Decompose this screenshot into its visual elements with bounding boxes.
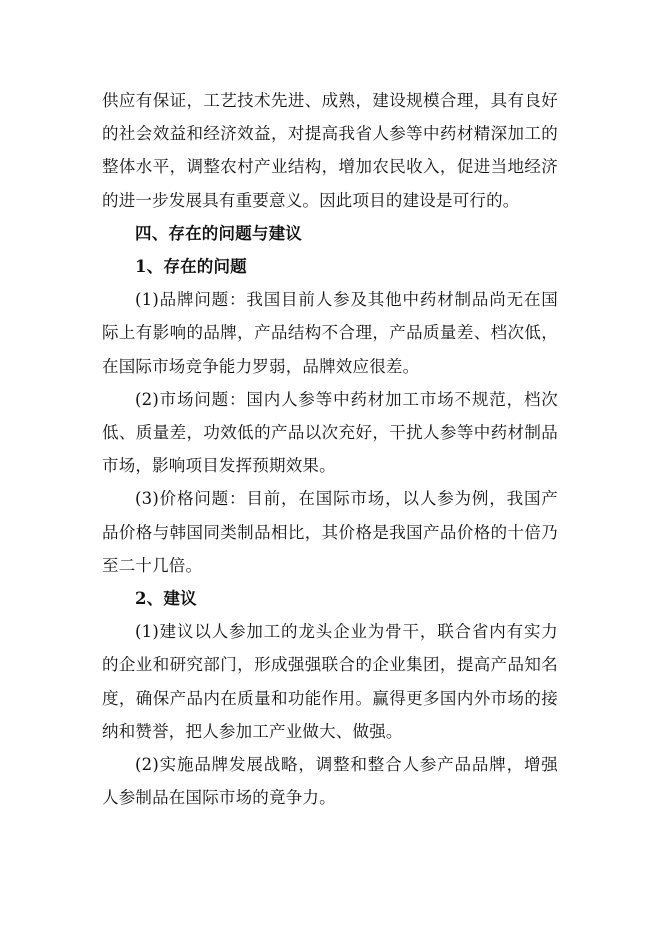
subsection-heading-suggestions: 2、建议 bbox=[135, 589, 197, 609]
document-body bbox=[102, 84, 558, 814]
paragraph-conclusion: 供应有保证，工艺技术先进、成熟，建设规模合理，具有良好的社会效益和经济效益，对提高我省人参等中药材精深加工的整体水平，调整农村产业结构，增加农民收入，促进当地经济的进一步发展具有重要意义。因此项目的建设是可行的。 bbox=[102, 91, 558, 210]
paragraph-suggestion-1: (1)建议以人参加工的龙头企业为骨干，联合省内有实力的企业和研究部门，形成强强联合的企业集团，提高产品知名度，确保产品内在质量和功能作用。赢得更多国内外市场的接纳和赞誉，把人参加工产业做大、做强。 bbox=[102, 622, 558, 741]
paragraph-suggestion-2: (2)实施品牌发展战略，调整和整合人参产品品牌，增强人参制品在国际市场的竟争力。 bbox=[102, 755, 558, 808]
section-heading-issues-and-suggestions: 四、存在的问题与建议 bbox=[135, 223, 302, 243]
paragraph-market-issue: (2)市场问题：国内人参等中药材加工市场不规范，档次低、质量差，功效低的产品以次充好，干扰人参等中药材制品市场，影响项目发挥预期效果。 bbox=[102, 389, 558, 476]
paragraph-price-issue: (3)价格问题：目前，在国际市场，以人参为例，我国产品价格与韩国同类制品相比，其价格是我国产品价格的十倍乃至二十几倍。 bbox=[102, 489, 558, 575]
paragraph-brand-issue: (1)品牌问题：我国目前人参及其他中药材制品尚无在国际上有影响的品牌，产品结构不合理，产品质量差、档次低，在国际市场竞争能力罗弱，品牌效应很差。 bbox=[102, 290, 558, 376]
subsection-heading-existing-issues: 1、存在的问题 bbox=[135, 257, 247, 277]
